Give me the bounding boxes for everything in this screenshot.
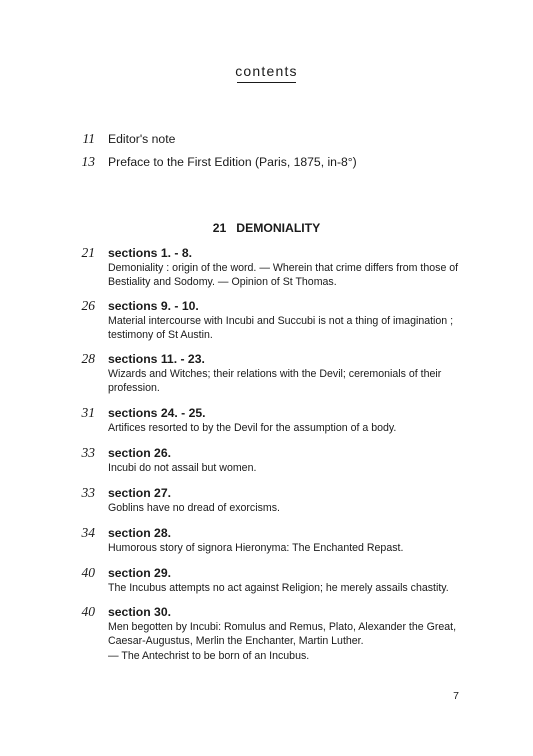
page-ref: 33 [81,445,95,460]
section-title: DEMONIALITY [236,221,321,235]
page-ref: 34 [81,525,95,540]
entry-description: Wizards and Witches; their relations with the Devil; ceremonials of their profession. [108,368,442,395]
entry-description: Humorous story of signora Hieronyma: The Enchanted Repast. [108,542,404,554]
entry-description: The Incubus attempts no act against Religion; he merely assails chastity. [108,582,449,594]
section-page-ref: 21 [212,221,227,235]
page-ref: 40 [81,565,95,580]
entry-description: Men begotten by Incubi: Romulus and Remus, Plato, Alexander the Great, Caesar-Augustus, Merlin the Enchanter, Martin Luther. — The Antechrist to be born of an Incubus. [108,621,457,662]
page-ref: 21 [81,245,95,260]
page-ref: 26 [81,298,95,313]
page-ref: 11 [82,131,95,146]
entry-heading: sections 1. - 8. [108,246,192,260]
page-ref: 28 [81,351,95,366]
entry-heading: section 30. [108,605,171,619]
entry-heading: section 27. [108,486,171,500]
page-ref: 33 [81,485,95,500]
toc-row-editors-note [0,130,533,148]
entry-description: Incubi do not assail but women. [108,462,257,474]
toc-text: Editor's note [108,132,176,146]
title-underline [237,82,296,83]
page-ref: 31 [81,405,95,420]
entry-description: Material intercourse with Incubi and Succubi is not a thing of imagination ; testimony of St Austin. [108,315,454,342]
contents-title: contents [235,63,298,79]
entry-heading: section 28. [108,526,171,540]
entry-heading: section 26. [108,446,171,460]
entry-heading: section 29. [108,566,171,580]
toc-text: Preface to the First Edition (Paris, 1875, in-8°) [108,155,357,169]
toc-row-preface [0,153,533,171]
page-ref: 13 [81,154,95,169]
page-number: 7 [453,690,459,702]
entry-heading: sections 9. - 10. [108,299,199,313]
entry-description: Demoniality : origin of the word. — Wherein that crime differs from those of Bestiality and Sodomy. — Opinion of St Thomas. [108,262,459,289]
entry-heading: sections 24. - 25. [108,406,206,420]
entry-heading: sections 11. - 23. [108,352,205,366]
entry-description: Artifices resorted to by the Devil for the assumption of a body. [108,422,397,434]
entry-description: Goblins have no dread of exorcisms. [108,502,280,514]
page-ref: 40 [81,604,95,619]
section-heading [0,219,533,237]
